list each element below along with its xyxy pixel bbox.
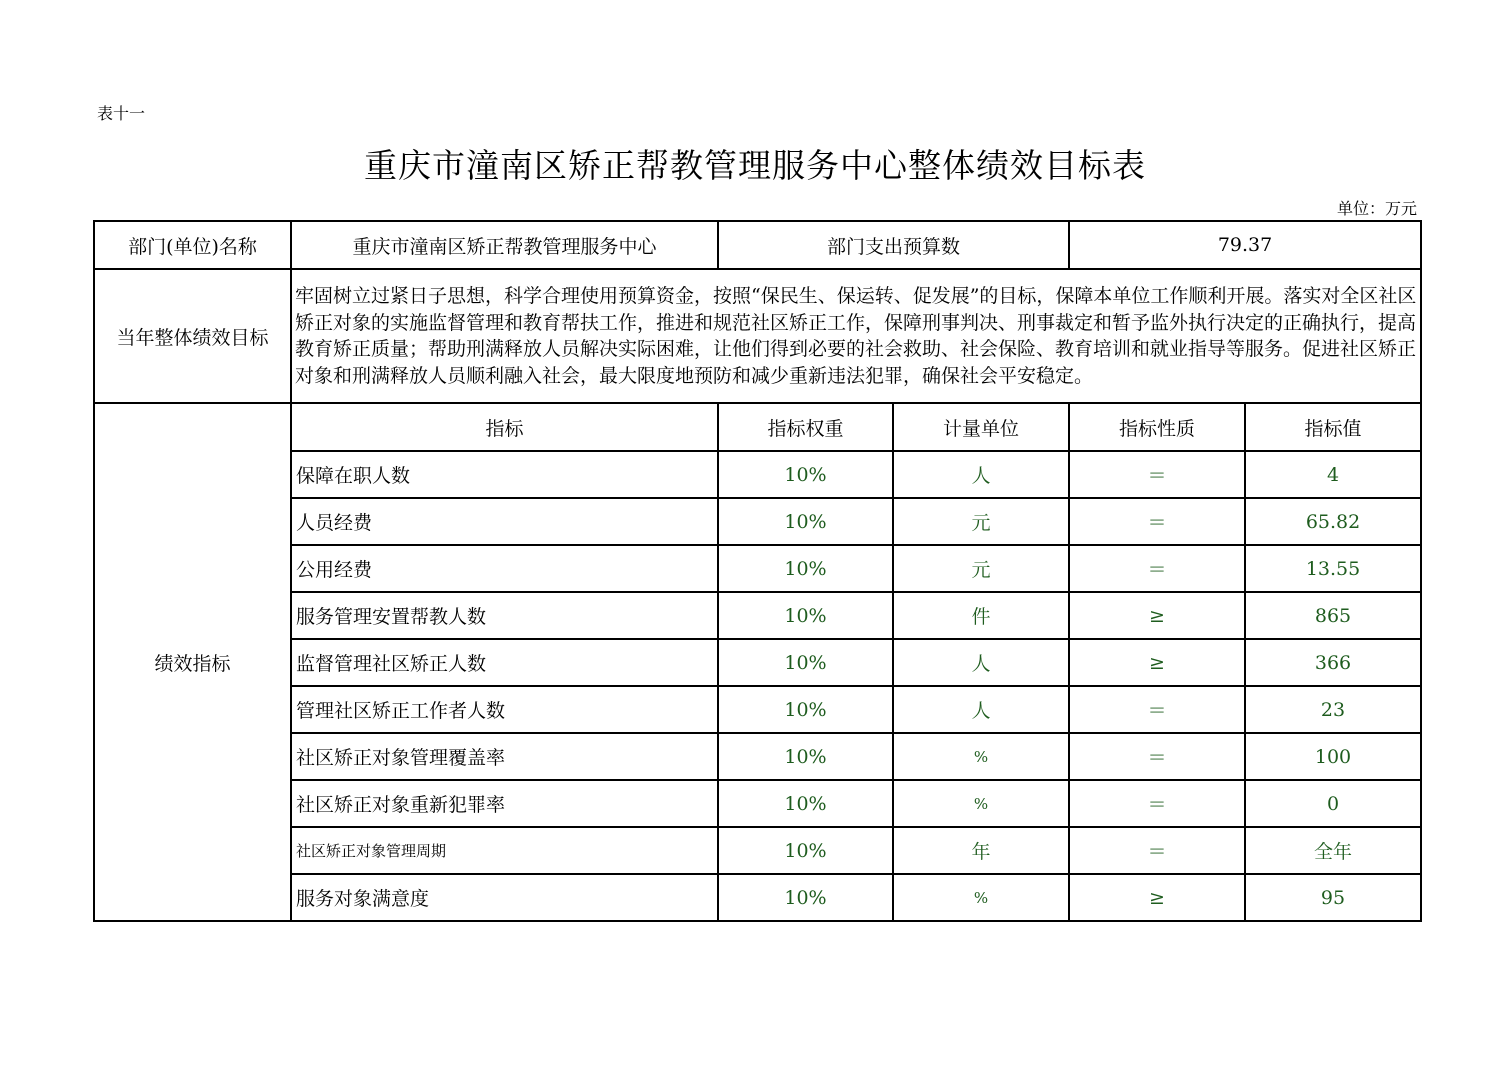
indicator-unit: % <box>893 733 1069 780</box>
header-weight: 指标权重 <box>718 403 893 451</box>
indicator-section-label: 绩效指标 <box>94 403 291 921</box>
indicator-weight: 10% <box>718 545 893 592</box>
indicator-name: 服务管理安置帮教人数 <box>291 592 718 639</box>
budget-label: 部门支出预算数 <box>718 221 1069 269</box>
indicator-row <box>94 874 1421 921</box>
header-indicator: 指标 <box>291 403 718 451</box>
indicator-weight: 10% <box>718 874 893 921</box>
indicator-value: 0 <box>1245 780 1421 827</box>
indicator-name: 管理社区矫正工作者人数 <box>291 686 718 733</box>
indicator-row <box>94 545 1421 592</box>
indicator-unit: 件 <box>893 592 1069 639</box>
indicator-name: 社区矫正对象管理周期 <box>291 827 718 874</box>
indicator-weight: 10% <box>718 451 893 498</box>
indicator-row <box>94 639 1421 686</box>
unit-label: 单位：万元 <box>1336 199 1417 218</box>
indicator-weight: 10% <box>718 827 893 874</box>
indicator-unit: 人 <box>893 639 1069 686</box>
indicator-unit: 人 <box>893 686 1069 733</box>
indicator-value: 865 <box>1245 592 1421 639</box>
header-value: 指标值 <box>1245 403 1421 451</box>
indicator-weight: 10% <box>718 498 893 545</box>
indicator-row <box>94 592 1421 639</box>
indicator-name: 保障在职人数 <box>291 451 718 498</box>
indicator-value: 95 <box>1245 874 1421 921</box>
indicator-value: 65.82 <box>1245 498 1421 545</box>
performance-table <box>93 220 1422 922</box>
indicator-value: 23 <box>1245 686 1421 733</box>
indicator-nature: ≥ <box>1069 592 1245 639</box>
dept-row <box>94 221 1421 269</box>
indicator-nature: ＝ <box>1069 451 1245 498</box>
dept-name-value: 重庆市潼南区矫正帮教管理服务中心 <box>291 221 718 269</box>
indicator-name: 社区矫正对象管理覆盖率 <box>291 733 718 780</box>
goal-text: 牢固树立过紧日子思想，科学合理使用预算资金，按照“保民生、保运转、促发展”的目标，保障本单位工作顺利开展。落实对全区社区矫正对象的实施监督管理和教育帮扶工作，推进和规范社区矫正工作，保障刑事判决、刑事裁定和暂予监外执行决定的正确执行，提高教育矫正质量；帮助刑满释放人员解决实际困难，让他们得到必要的社会救助、社会保险、教育培训和就业指导等服务。促进社区矫正对象和刑满释放人员顺利融入社会，最大限度地预防和减少重新违法犯罪，确保社会平安稳定。 <box>291 269 1421 403</box>
header-nature: 指标性质 <box>1069 403 1245 451</box>
indicator-row <box>94 780 1421 827</box>
indicator-nature: ＝ <box>1069 733 1245 780</box>
header-unit: 计量单位 <box>893 403 1069 451</box>
indicator-nature: ≥ <box>1069 874 1245 921</box>
indicator-weight: 10% <box>718 780 893 827</box>
indicator-value: 13.55 <box>1245 545 1421 592</box>
table-number: 表十一 <box>97 104 146 123</box>
indicator-name: 服务对象满意度 <box>291 874 718 921</box>
indicator-weight: 10% <box>718 592 893 639</box>
indicator-header-row <box>94 403 1421 451</box>
indicator-nature: ＝ <box>1069 498 1245 545</box>
indicator-nature: ＝ <box>1069 545 1245 592</box>
goal-label: 当年整体绩效目标 <box>94 269 291 403</box>
indicator-name: 人员经费 <box>291 498 718 545</box>
indicator-nature: ＝ <box>1069 827 1245 874</box>
budget-value: 79.37 <box>1069 221 1421 269</box>
page-title: 重庆市潼南区矫正帮教管理服务中心整体绩效目标表 <box>364 146 1146 185</box>
indicator-name: 社区矫正对象重新犯罪率 <box>291 780 718 827</box>
goal-row <box>94 269 1421 403</box>
indicator-unit: 年 <box>893 827 1069 874</box>
indicator-weight: 10% <box>718 686 893 733</box>
table-body <box>94 221 1421 921</box>
indicator-value: 366 <box>1245 639 1421 686</box>
indicator-row <box>94 498 1421 545</box>
indicator-nature: ＝ <box>1069 780 1245 827</box>
indicator-unit: % <box>893 874 1069 921</box>
indicator-row <box>94 827 1421 874</box>
indicator-row <box>94 686 1421 733</box>
indicator-weight: 10% <box>718 639 893 686</box>
indicator-name: 公用经费 <box>291 545 718 592</box>
indicator-weight: 10% <box>718 733 893 780</box>
indicator-unit: 人 <box>893 451 1069 498</box>
indicator-nature: ＝ <box>1069 686 1245 733</box>
indicator-unit: 元 <box>893 545 1069 592</box>
indicator-value: 100 <box>1245 733 1421 780</box>
indicator-unit: 元 <box>893 498 1069 545</box>
indicator-row <box>94 733 1421 780</box>
indicator-name: 监督管理社区矫正人数 <box>291 639 718 686</box>
indicator-value: 4 <box>1245 451 1421 498</box>
indicator-unit: % <box>893 780 1069 827</box>
dept-name-label: 部门(单位)名称 <box>94 221 291 269</box>
indicator-row <box>94 451 1421 498</box>
indicator-nature: ≥ <box>1069 639 1245 686</box>
indicator-value: 全年 <box>1245 827 1421 874</box>
